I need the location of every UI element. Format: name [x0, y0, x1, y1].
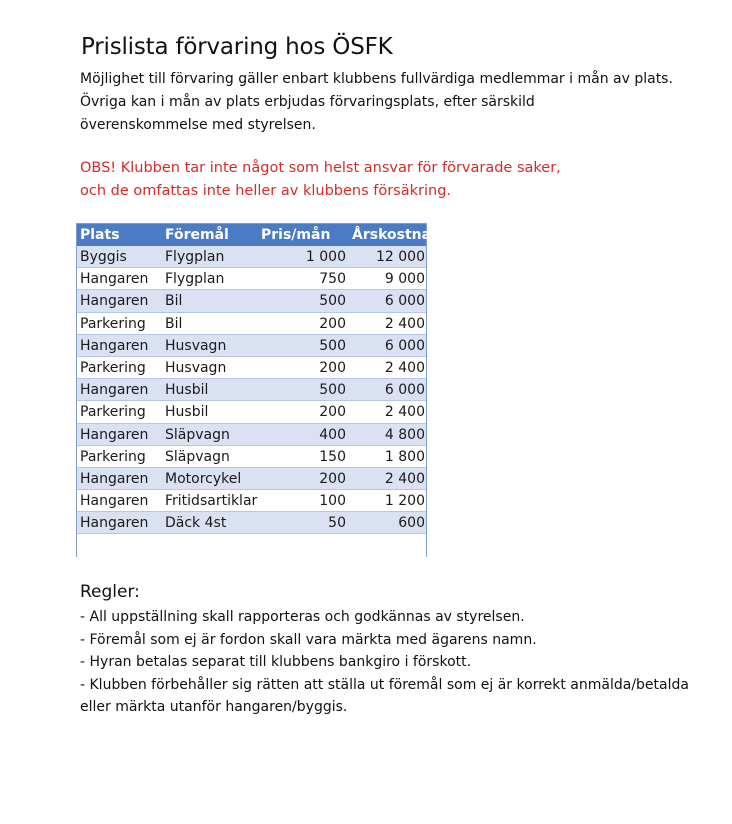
table-empty-row: [77, 534, 426, 556]
cell-pris: 200: [319, 315, 346, 332]
cell-foremal: Husvagn: [165, 359, 227, 376]
cell-plats: Parkering: [80, 359, 146, 376]
cell-arskostnad: 4 800: [384, 426, 425, 443]
table-row: [77, 468, 426, 490]
cell-plats: Hangaren: [80, 337, 149, 354]
cell-foremal: Motorcykel: [165, 470, 242, 487]
cell-foremal: Husbil: [165, 382, 209, 399]
table-row: [77, 357, 426, 379]
table-body: [77, 246, 426, 557]
rule-line: - Hyran betalas separat till klubbens bankgiro i förskott.: [80, 654, 472, 670]
intro-line: överenskommelse med styrelsen.: [80, 117, 316, 133]
cell-plats: Hangaren: [80, 515, 149, 532]
cell-foremal: Bil: [165, 315, 183, 332]
table-row: [77, 424, 426, 446]
cell-pris: 500: [319, 382, 346, 399]
cell-arskostnad: 2 400: [384, 315, 425, 332]
cell-arskostnad: 9 000: [384, 271, 425, 288]
cell-arskostnad: 1 200: [384, 493, 425, 510]
cell-plats: Byggis: [80, 249, 127, 265]
cell-pris: 500: [319, 337, 346, 354]
cell-pris: 200: [319, 470, 346, 487]
cell-plats: Parkering: [80, 448, 146, 465]
table-row: [77, 401, 426, 423]
cell-pris: 1 000: [305, 249, 346, 265]
cell-foremal: Flygplan: [165, 249, 225, 265]
cell-foremal: Husbil: [165, 404, 209, 421]
cell-arskostnad: 6 000: [384, 293, 425, 310]
cell-pris: 50: [328, 515, 346, 532]
cell-plats: Hangaren: [80, 493, 149, 510]
warning-line: OBS! Klubben tar inte något som helst ansvar för förvarade saker,: [80, 160, 561, 176]
cell-plats: Hangaren: [80, 293, 149, 310]
table-row: [77, 379, 426, 401]
cell-arskostnad: 600: [398, 515, 425, 532]
cell-pris: 200: [319, 404, 346, 421]
cell-foremal: Husvagn: [165, 337, 227, 354]
cell-plats: Hangaren: [80, 271, 149, 288]
cell-arskostnad: 1 800: [384, 448, 425, 465]
table-row: [77, 512, 426, 534]
header-arskostnad: Årskostnad: [352, 227, 442, 243]
table-row: [77, 290, 426, 312]
cell-pris: 400: [319, 426, 346, 443]
cell-plats: Hangaren: [80, 382, 149, 399]
cell-foremal: Flygplan: [165, 271, 225, 288]
page-title: Prislista förvaring hos ÖSFK: [81, 34, 393, 60]
intro-paragraph: [80, 68, 700, 137]
cell-pris: 150: [319, 448, 346, 465]
cell-foremal: Däck 4st: [165, 515, 227, 532]
cell-plats: Parkering: [80, 404, 146, 421]
cell-pris: 200: [319, 359, 346, 376]
cell-pris: 750: [319, 271, 346, 288]
intro-line: Möjlighet till förvaring gäller enbart klubbens fullvärdiga medlemmar i mån av plats.: [80, 71, 673, 87]
header-plats: Plats: [80, 227, 120, 243]
rule-line: - Föremål som ej är fordon skall vara märkta med ägarens namn.: [80, 631, 537, 648]
cell-pris: 100: [319, 493, 346, 510]
table-row: [77, 246, 426, 268]
cell-foremal: Bil: [165, 293, 183, 310]
header-foremal: Föremål: [165, 227, 229, 243]
rule-line: - All uppställning skall rapporteras och godkännas av styrelsen.: [80, 609, 525, 625]
intro-line: Övriga kan i mån av plats erbjudas förvaringsplats, efter särskild: [80, 94, 535, 110]
warning-line: och de omfattas inte heller av klubbens försäkring.: [80, 183, 452, 199]
cell-foremal: Fritidsartiklar: [165, 493, 258, 510]
cell-arskostnad: 6 000: [384, 382, 425, 399]
table-row: [77, 490, 426, 512]
cell-plats: Hangaren: [80, 470, 149, 487]
rules-list: [80, 606, 710, 719]
cell-arskostnad: 2 400: [384, 470, 425, 487]
table-row: [77, 268, 426, 290]
table-row: [77, 446, 426, 468]
cell-plats: Parkering: [80, 315, 146, 332]
cell-foremal: Släpvagn: [165, 426, 230, 443]
rule-line: eller märkta utanför hangaren/byggis.: [80, 699, 348, 715]
table-row: [77, 313, 426, 335]
cell-arskostnad: 12 000: [376, 249, 425, 265]
cell-arskostnad: 6 000: [384, 337, 425, 354]
cell-foremal: Släpvagn: [165, 448, 230, 465]
cell-arskostnad: 2 400: [384, 404, 425, 421]
cell-pris: 500: [319, 293, 346, 310]
cell-plats: Hangaren: [80, 426, 149, 443]
rules-heading: Regler:: [80, 582, 140, 602]
price-table: [76, 223, 442, 557]
rule-line: - Klubben förbehåller sig rätten att ställa ut föremål som ej är korrekt anmälda/betalda: [80, 676, 689, 693]
warning-paragraph: [80, 157, 700, 203]
header-pris: Pris/mån: [261, 227, 331, 243]
table-row: [77, 335, 426, 357]
table-header-row: [77, 224, 442, 246]
cell-arskostnad: 2 400: [384, 359, 425, 376]
